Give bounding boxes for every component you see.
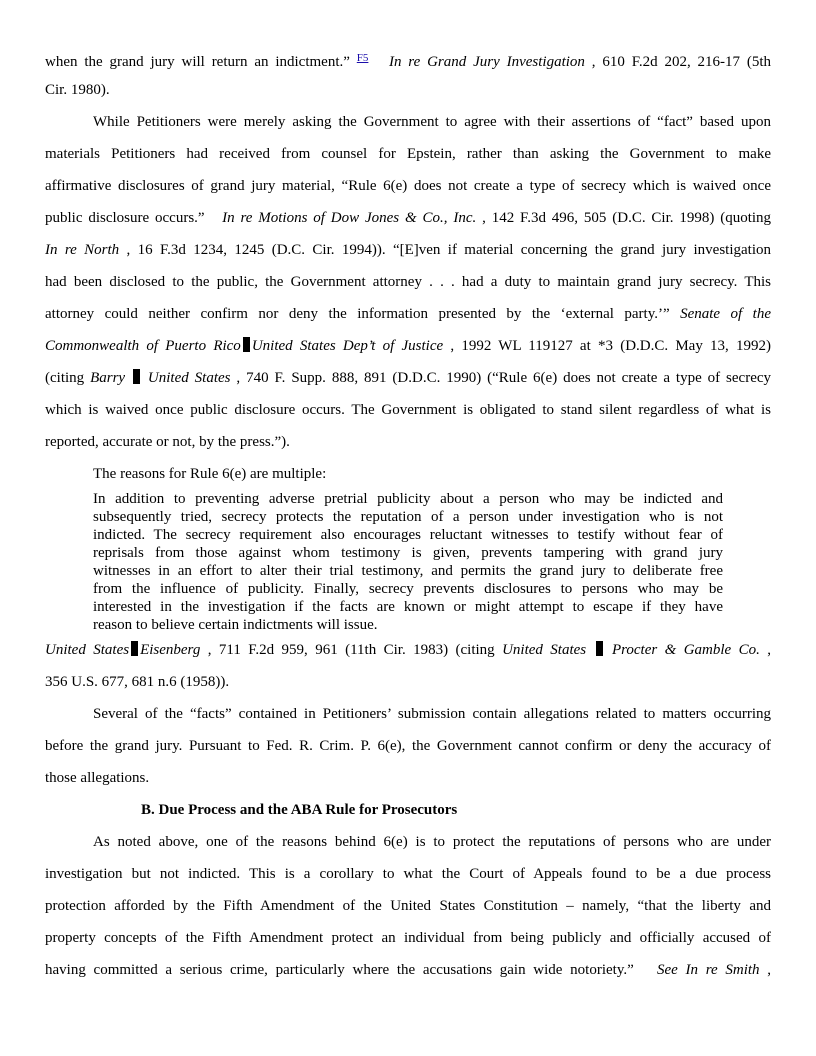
redaction-mark bbox=[243, 337, 250, 352]
paragraph-line: investigation but not indicted. This is a corollary to what the Court of Appeals found to be a due process bbox=[45, 866, 771, 882]
redaction-mark bbox=[596, 641, 603, 656]
footnote-link[interactable]: F5 bbox=[356, 52, 369, 64]
quote-line: reason to believe certain indictments will issue. bbox=[93, 617, 378, 633]
section-heading: B. Due Process and the ABA Rule for Prosecutors bbox=[141, 802, 458, 818]
text: , 711 F.2d 959, 961 (11th Cir. 1983) (citing bbox=[207, 642, 495, 658]
quote-line: interested in the investigation if the facts are known or might attempt to escape if they have bbox=[93, 599, 723, 615]
paragraph-line: Cir. 1980). bbox=[45, 82, 110, 98]
text: , bbox=[767, 642, 772, 658]
case-name: In re Motions of Dow Jones & Co., Inc. bbox=[222, 210, 477, 226]
paragraph-line: As noted above, one of the reasons behind 6(e) is to protect the reputations of persons who are under bbox=[93, 834, 771, 850]
block-quote bbox=[93, 490, 723, 634]
quote-line: witnesses in an effort to alter their trial testimony, and permits the grand jury to deliberate free bbox=[93, 563, 723, 579]
paragraph-line bbox=[45, 954, 771, 986]
text: having committed a serious crime, particularly where the accusations gain wide notoriety.” bbox=[45, 962, 634, 978]
citation-line: 356 U.S. 677, 681 n.6 (1958)). bbox=[45, 674, 230, 690]
quote-line: In addition to preventing adverse pretrial publicity about a person who may be indicted and bbox=[93, 491, 723, 507]
paragraph-line: which is waived once public disclosure occurs. The Government is obligated to stand silent regardless of what is bbox=[45, 402, 771, 418]
case-name: United States bbox=[502, 642, 587, 658]
paragraph-line: affirmative disclosures of grand jury material, “Rule 6(e) does not create a type of secrecy which is waived once bbox=[45, 178, 771, 194]
case-name: In re Grand Jury Investigation bbox=[388, 54, 585, 70]
paragraph-line bbox=[45, 202, 771, 234]
text: attorney could neither confirm nor deny the information presented by the ‘external party.’” bbox=[45, 306, 670, 322]
paragraph-line bbox=[45, 234, 771, 266]
paragraph-line: While Petitioners were merely asking the Government to agree with their assertions of “fact” based upon bbox=[93, 114, 771, 130]
case-name: Senate of the bbox=[680, 306, 771, 322]
text: , 1992 WL 119127 at *3 (D.D.C. May 13, 1992) bbox=[450, 338, 772, 354]
text: (citing bbox=[45, 370, 85, 386]
case-name: Eisenberg bbox=[140, 642, 201, 658]
case-name: Commonwealth of Puerto Rico bbox=[45, 338, 241, 354]
text: when the grand jury will return an indictment.” bbox=[45, 54, 350, 70]
text: , 740 F. Supp. 888, 891 (D.D.C. 1990) (“Rule 6(e) does not create a type of secrecy bbox=[236, 370, 772, 386]
paragraph-line bbox=[45, 362, 771, 394]
case-name: In re North bbox=[45, 242, 120, 258]
case-name: See In re Smith bbox=[656, 962, 760, 978]
quote-line: reprisals from those against whom testimony is given, prevents tampering with grand jury bbox=[93, 545, 723, 561]
text: , 16 F.3d 1234, 1245 (D.C. Cir. 1994)). “[E]ven if material concerning the grand jury investigation bbox=[126, 242, 771, 258]
text: , 610 F.2d 202, 216-17 (5th bbox=[591, 54, 772, 70]
paragraph-line: property concepts of the Fifth Amendment protect an individual from being publicly and officially accused of bbox=[45, 930, 771, 946]
case-name: Barry bbox=[90, 370, 126, 386]
paragraph-line: had been disclosed to the public, the Government attorney . . . had a duty to maintain grand jury secrecy. This bbox=[45, 274, 771, 290]
text: , 142 F.3d 496, 505 (D.C. Cir. 1998) (quoting bbox=[482, 210, 772, 226]
case-name: Procter & Gamble Co. bbox=[611, 642, 760, 658]
paragraph-line: materials Petitioners had received from counsel for Epstein, rather than asking the Government to make bbox=[45, 146, 771, 162]
redaction-mark bbox=[133, 369, 140, 384]
case-name: United States bbox=[45, 642, 130, 658]
paragraph-line: Several of the “facts” contained in Petitioners’ submission contain allegations related to matters occurring bbox=[93, 706, 771, 722]
quote-line: from the influence of publicity. Finally, secrecy prevents disclosures to persons who may be bbox=[93, 581, 723, 597]
text: , bbox=[767, 962, 772, 978]
redaction-mark bbox=[131, 641, 138, 656]
paragraph-line: protection afforded by the Fifth Amendment of the United States Constitution – namely, “that the liberty and bbox=[45, 898, 771, 914]
quote-line: indicted. The secrecy requirement also encourages reluctant witnesses to testify without fear of bbox=[93, 527, 723, 543]
case-name: United States Dep’t of Justice bbox=[251, 338, 444, 354]
quote-intro: The reasons for Rule 6(e) are multiple: bbox=[93, 466, 327, 482]
text: public disclosure occurs.” bbox=[45, 210, 205, 226]
paragraph-line: reported, accurate or not, by the press.”). bbox=[45, 434, 290, 450]
paragraph-line bbox=[45, 42, 771, 74]
paragraph-line: before the grand jury. Pursuant to Fed. R. Crim. P. 6(e), the Government cannot confirm or deny the accuracy of bbox=[45, 738, 771, 754]
citation-line bbox=[45, 634, 771, 666]
case-name: United States bbox=[147, 370, 231, 386]
paragraph-line bbox=[45, 330, 771, 362]
paragraph-line bbox=[45, 298, 771, 330]
paragraph-line: those allegations. bbox=[45, 770, 150, 786]
document-page bbox=[45, 42, 771, 986]
quote-line: subsequently tried, secrecy protects the reputation of a person under investigation who is not bbox=[93, 509, 723, 525]
